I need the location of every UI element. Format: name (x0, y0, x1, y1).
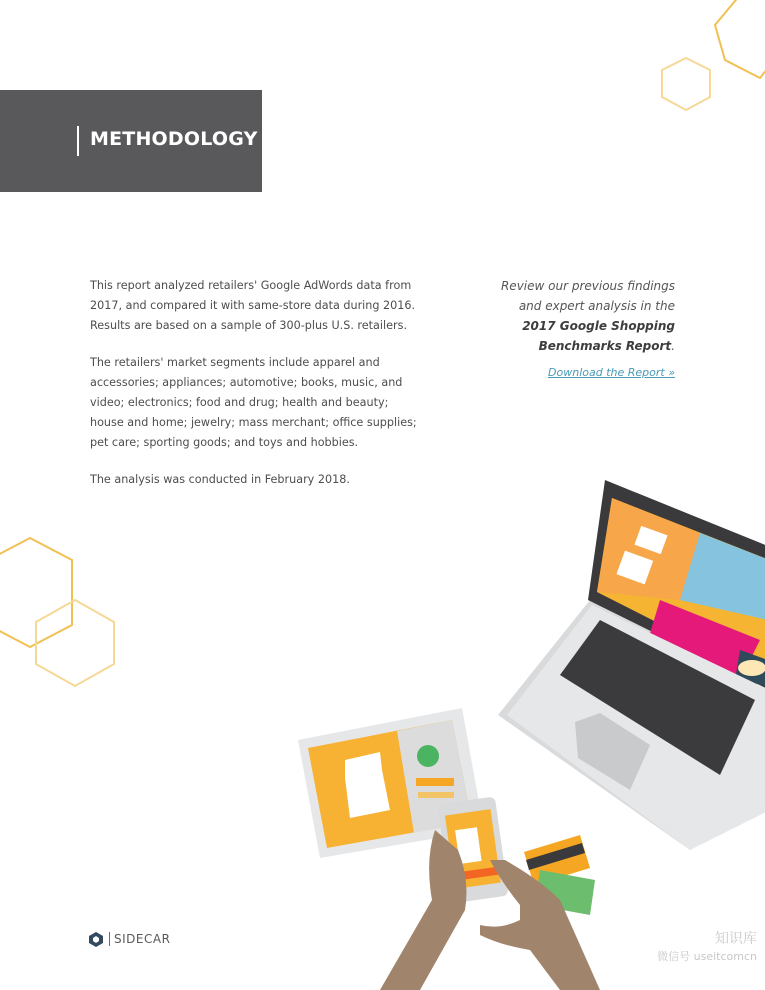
watermark-subtitle: 微信号 useitcomcn (657, 950, 757, 963)
hexagon-outline (715, 0, 765, 78)
body-paragraph: The analysis was conducted in February 2018. (90, 473, 350, 486)
logo-divider (109, 932, 110, 946)
body-paragraph: The retailers' market segments include apparel and accessories; appliances; automotive; books, music, and video; electronics; food and drug; health and beauty; house and home; jewelry; mass merchant; office supplies; pet care; sporting goods; and toys and hobbies. (90, 356, 417, 449)
callout-line: Review our previous findings (500, 279, 675, 293)
download-report-link[interactable]: Download the Report » (548, 366, 675, 379)
watermark (637, 930, 757, 966)
brand-name: SIDECAR (114, 932, 171, 946)
report-title: 2017 Google Shopping (522, 319, 675, 333)
watermark-title: 知识库 (715, 931, 757, 947)
banner-accent-bar (77, 126, 79, 156)
laptop-illustration (498, 480, 765, 850)
section-banner (0, 90, 262, 192)
callout-line: and expert analysis in the (518, 299, 675, 313)
hexagon-outline (36, 600, 114, 686)
report-callout (455, 276, 675, 383)
methodology-body (90, 276, 420, 507)
body-paragraph: This report analyzed retailers' Google AdWords data from 2017, and compared it with same-store data during 2016. Results are based on a sample of 300-plus U.S. retailers. (90, 279, 416, 332)
report-title: Benchmarks Report (538, 339, 672, 353)
footer-logo (89, 930, 170, 948)
hexagon-outline (662, 58, 710, 110)
callout-period: . (671, 339, 675, 353)
page-title: METHODOLOGY (90, 128, 258, 150)
